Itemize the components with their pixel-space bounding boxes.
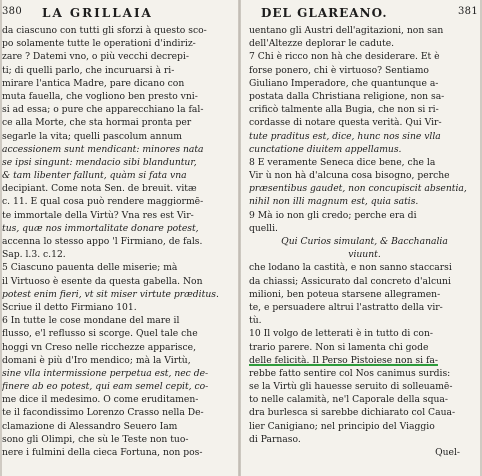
text-line: tus, quæ nos immortalitate donare potest, xyxy=(2,222,199,234)
catchword: Quel- xyxy=(435,447,460,458)
text-line: Sap. l.3. c.12. xyxy=(2,249,66,261)
text-line: dell'Altezze deplorar le cadute. xyxy=(249,38,395,50)
text-line: c. 11. E qual cosa può rendere maggiormē- xyxy=(2,196,204,208)
text-line: flusso, e'l reflusso si scorge. Quel tale che xyxy=(2,328,198,340)
verse-line: viuunt. xyxy=(348,249,381,261)
text-line: dra burlesca si sarebbe dichiarato col Caua- xyxy=(249,407,456,419)
text-line: cunctatione diuitem appellamus. xyxy=(249,143,402,155)
text-line: Giuliano Imperadore, che quantunque a- xyxy=(249,77,439,89)
text-line: forse ponero, chi è virtuoso? Sentiamo xyxy=(249,64,429,76)
text-line: te, e persuadere altrui l'astratto della vir- xyxy=(249,301,443,313)
verse-line: Qui Curios simulant, & Bacchanalia xyxy=(281,236,448,247)
text-line: præsentibus gaudet, non concupiscit absentia, xyxy=(249,183,467,195)
text-line: Vir ù non hà d'alcuna cosa bisogno, perche xyxy=(249,170,450,182)
text-line: po solamente tutte le operationi d'indiriz- xyxy=(2,38,196,50)
text-line: che lodano la castità, e non sanno staccarsi xyxy=(249,262,452,274)
text-line: Scriue il detto Firmiano 101. xyxy=(2,301,137,313)
text-line: tute praditus est, dice, hunc nos sine vlla xyxy=(249,130,441,142)
text-line: finere ab eo potest, qui eam semel cepit, co- xyxy=(2,381,209,393)
text-line: quelli. xyxy=(249,222,278,234)
text-line: nere i fulmini della cieca Fortuna, non pos- xyxy=(2,447,203,458)
text-line: segarle la vita; quelli pascolum annum xyxy=(2,130,182,142)
text-line: da chiassi; Assicurato dal concreto d'alcuni xyxy=(249,275,451,287)
text-line: sine vlla intermissione perpetua est, nec de- xyxy=(2,367,209,379)
text-line: potest enim fieri, vt sit miser virtute præditus. xyxy=(2,288,219,300)
text-line: il Virtuoso è esente da questa gabella. Non xyxy=(2,275,203,287)
text-line: rebbe fatto sentire col Nos canimus surdis: xyxy=(249,367,451,379)
text-line: decipiant. Come nota Sen. de breuit. vitæ xyxy=(2,183,197,195)
text-line: crificò talmente alla Bugia, che non si ri- xyxy=(249,104,439,116)
text-line: ce alla Morte, che sta hormai pronta per xyxy=(2,117,192,129)
text-line: uentano gli Austri dell'agitazioni, non san xyxy=(249,25,444,36)
left-page-body xyxy=(2,24,237,459)
text-line: clamazione di Alessandro Seuero Iam xyxy=(2,420,178,432)
right-page-body xyxy=(249,24,480,459)
text-line: domani è più d'Iro mendico; mà la Virtù, xyxy=(2,354,191,366)
text-line: mirare l'antica Madre, pare dicano con xyxy=(2,77,185,89)
text-line: milioni, ben poteua starsene allegramen- xyxy=(249,288,441,300)
left-page-number: 380 xyxy=(2,6,22,17)
text-line: hoggi vn Creso nelle ricchezze apparisce, xyxy=(2,341,196,353)
text-line: nihil non illi magnum est, quia satis. xyxy=(249,196,419,208)
text-line: ti; di quelli parlo, che incuruarsi à ri- xyxy=(2,64,175,76)
text-line: lier Canigiano; nel principio del Viaggio xyxy=(249,420,435,432)
text-line: 10 Il volgo de letterati è in tutto di con- xyxy=(249,328,433,340)
text-line: di Parnaso. xyxy=(249,433,301,445)
text-line: accessionem sunt mendicant: minores nata xyxy=(2,143,204,155)
text-line: me dice il medesimo. O come eruditamen- xyxy=(2,394,199,406)
text-line: 6 In tutte le cose mondane del mare il xyxy=(2,315,180,327)
text-line: 9 Mà io non gli credo; perche era di xyxy=(249,209,417,221)
right-page-number: 381 xyxy=(458,6,478,17)
text-line: to nelle calamità, ne'l Caporale della squa- xyxy=(249,394,448,406)
text-line: trario parere. Non si lamenta chi gode xyxy=(249,341,429,353)
text-line: tù. xyxy=(249,315,262,327)
text-line: & tam libenter fallunt, quàm si fata vna xyxy=(2,170,187,182)
text-line: te il facondissimo Lorenzo Crasso nella De- xyxy=(2,407,204,419)
text-line: postata dalla Christiana religione, non sa- xyxy=(249,90,445,102)
text-line: cordasse di notare questa verità. Qui Vir- xyxy=(249,117,442,129)
text-line: muta fauella, che vogliono ben presto vni- xyxy=(2,90,198,102)
text-line: se la Virtù gli hauesse seruito di solleuamē- xyxy=(249,381,453,393)
text-line: 7 Chi è ricco non hà che desiderare. Et è xyxy=(249,51,440,63)
left-running-head xyxy=(2,6,237,22)
text-line: 8 E veramente Seneca dice bene, che la xyxy=(249,156,436,168)
text-line: te immortale della Virtù? Vna res est Vir- xyxy=(2,209,194,221)
text-line: da ciascuno con tutti gli sforzi à questo sco- xyxy=(2,25,207,36)
right-header-title: DEL GLAREANO. xyxy=(261,6,388,20)
left-header-title: LA GRILLAIA xyxy=(42,6,153,20)
text-line: si ad essa; o pure che apparecchiano la fal- xyxy=(2,104,204,116)
right-running-head xyxy=(249,6,480,22)
highlighted-line: delle felicità. Il Perso Pistoiese non si fa- xyxy=(249,354,438,366)
right-page xyxy=(241,0,482,476)
text-line: sono gli Olimpi, che sù le Teste non tuo- xyxy=(2,433,189,445)
text-line: accenna lo stesso appo 'l Firmiano, de fals. xyxy=(2,236,203,247)
text-line: 5 Ciascuno pauenta delle miserie; mà xyxy=(2,262,178,274)
text-line: se ipsi singunt: mendacio sibi blanduntur, xyxy=(2,156,197,168)
text-line: zare ? Datemi vno, o più vecchi decrepi- xyxy=(2,51,189,63)
